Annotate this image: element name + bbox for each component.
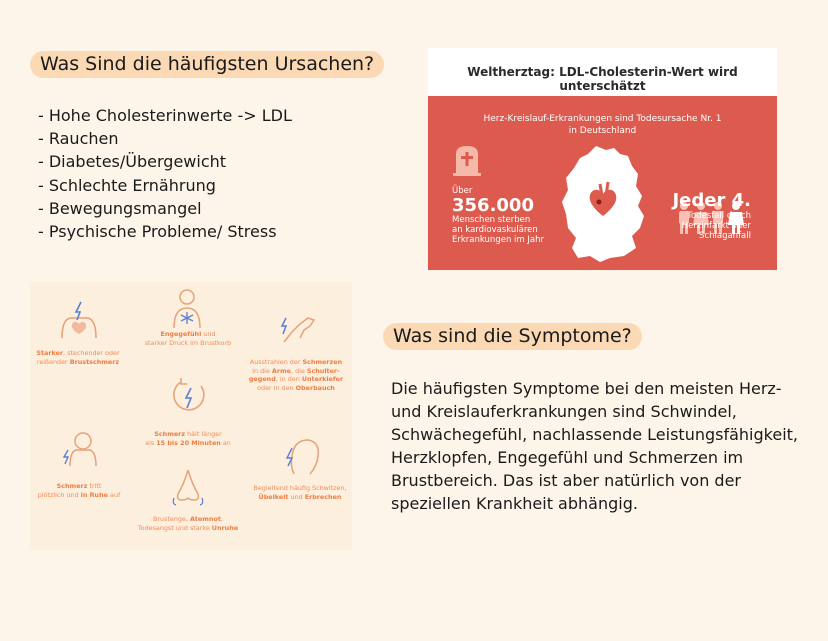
symptom-duration: Schmerz hält länger als 15 bis 20 Minuten an: [145, 430, 231, 447]
infographic-subtitle: [428, 113, 777, 137]
infographic-panel: [428, 96, 777, 270]
breath-icon: [170, 468, 206, 506]
cause-item: - Psychische Probleme/ Stress: [38, 220, 292, 243]
stat-line: Herzinfarkt oder: [681, 221, 751, 231]
gravestone-icon: [453, 144, 481, 176]
symptom-tightness: Engegefühl und starker Druck im Brustkorb: [144, 330, 232, 347]
sudden-pain-icon: [62, 430, 100, 468]
symptom-illustration-panel: [30, 282, 352, 550]
deaths-stat: [452, 186, 544, 245]
cause-item: - Schlechte Ernährung: [38, 174, 292, 197]
stat-line: an kardiovaskulären: [452, 225, 538, 235]
cause-item: - Rauchen: [38, 127, 292, 150]
stat-headline: Jeder 4.: [672, 190, 751, 211]
stat-line: Erkrankungen im Jahr: [452, 235, 544, 245]
heart-day-infographic: [428, 48, 777, 270]
stat-line: Schlaganfall: [699, 231, 751, 241]
germany-map-icon: [558, 144, 648, 264]
stat-number: 356.000: [452, 195, 534, 216]
cause-item: - Hohe Cholesterinwerte -> LDL: [38, 104, 292, 127]
chest-pain-icon: [58, 300, 100, 340]
stat-line: Menschen sterben: [452, 215, 531, 225]
causes-list: [38, 104, 292, 243]
stat-prefix: Über: [452, 186, 473, 196]
infographic-title: Weltherztag: LDL-Cholesterin-Wert wird unterschätzt: [467, 65, 738, 93]
stat-line: Todesfall durch: [687, 211, 751, 221]
chest-tightness-icon: [171, 288, 203, 328]
symptom-nausea: Begleitend häufig Schwitzen, Übelkeit und Erbrechen: [253, 484, 347, 501]
symptom-radiating: Ausstrahlen der Schmerzen in die Arme, die Schulter- gegend, in den Unterkiefer oder in den Oberbauch: [248, 358, 344, 392]
symptom-breath: Brustenge, Atemnot, Todesangst und starke Unruhe: [137, 515, 239, 532]
symptom-chest-pain: Starker, stechender oder reißender Brustschmerz: [36, 349, 120, 366]
death-ratio-stat: [672, 191, 751, 241]
causes-heading: Was Sind die häufigsten Ursachen?: [30, 51, 384, 78]
subtitle-line: in Deutschland: [568, 126, 637, 136]
symptoms-description: Die häufigsten Symptome bei den meisten Herz- und Kreislauferkrankungen sind Schwindel, Schwächegefühl, nachlassende Leistungsfähigkeit, Herzklopfen, Engegefühl und Schmerzen im Brustbereich. Das ist aber natürlich von der speziellen Krankheit abhängig.: [391, 379, 798, 513]
radiating-pain-icon: [278, 314, 316, 344]
symptoms-heading: Was sind die Symptome?: [383, 323, 642, 350]
subtitle-line: Herz-Kreislauf-Erkrankungen sind Todesursache Nr. 1: [483, 114, 722, 124]
symptom-sudden: Schmerz tritt plötzlich und in Ruhe auf: [37, 482, 121, 499]
cause-item: - Diabetes/Übergewicht: [38, 150, 292, 173]
cause-item: - Bewegungsmangel: [38, 197, 292, 220]
duration-pain-icon: [171, 376, 207, 416]
nausea-icon: [284, 436, 322, 476]
